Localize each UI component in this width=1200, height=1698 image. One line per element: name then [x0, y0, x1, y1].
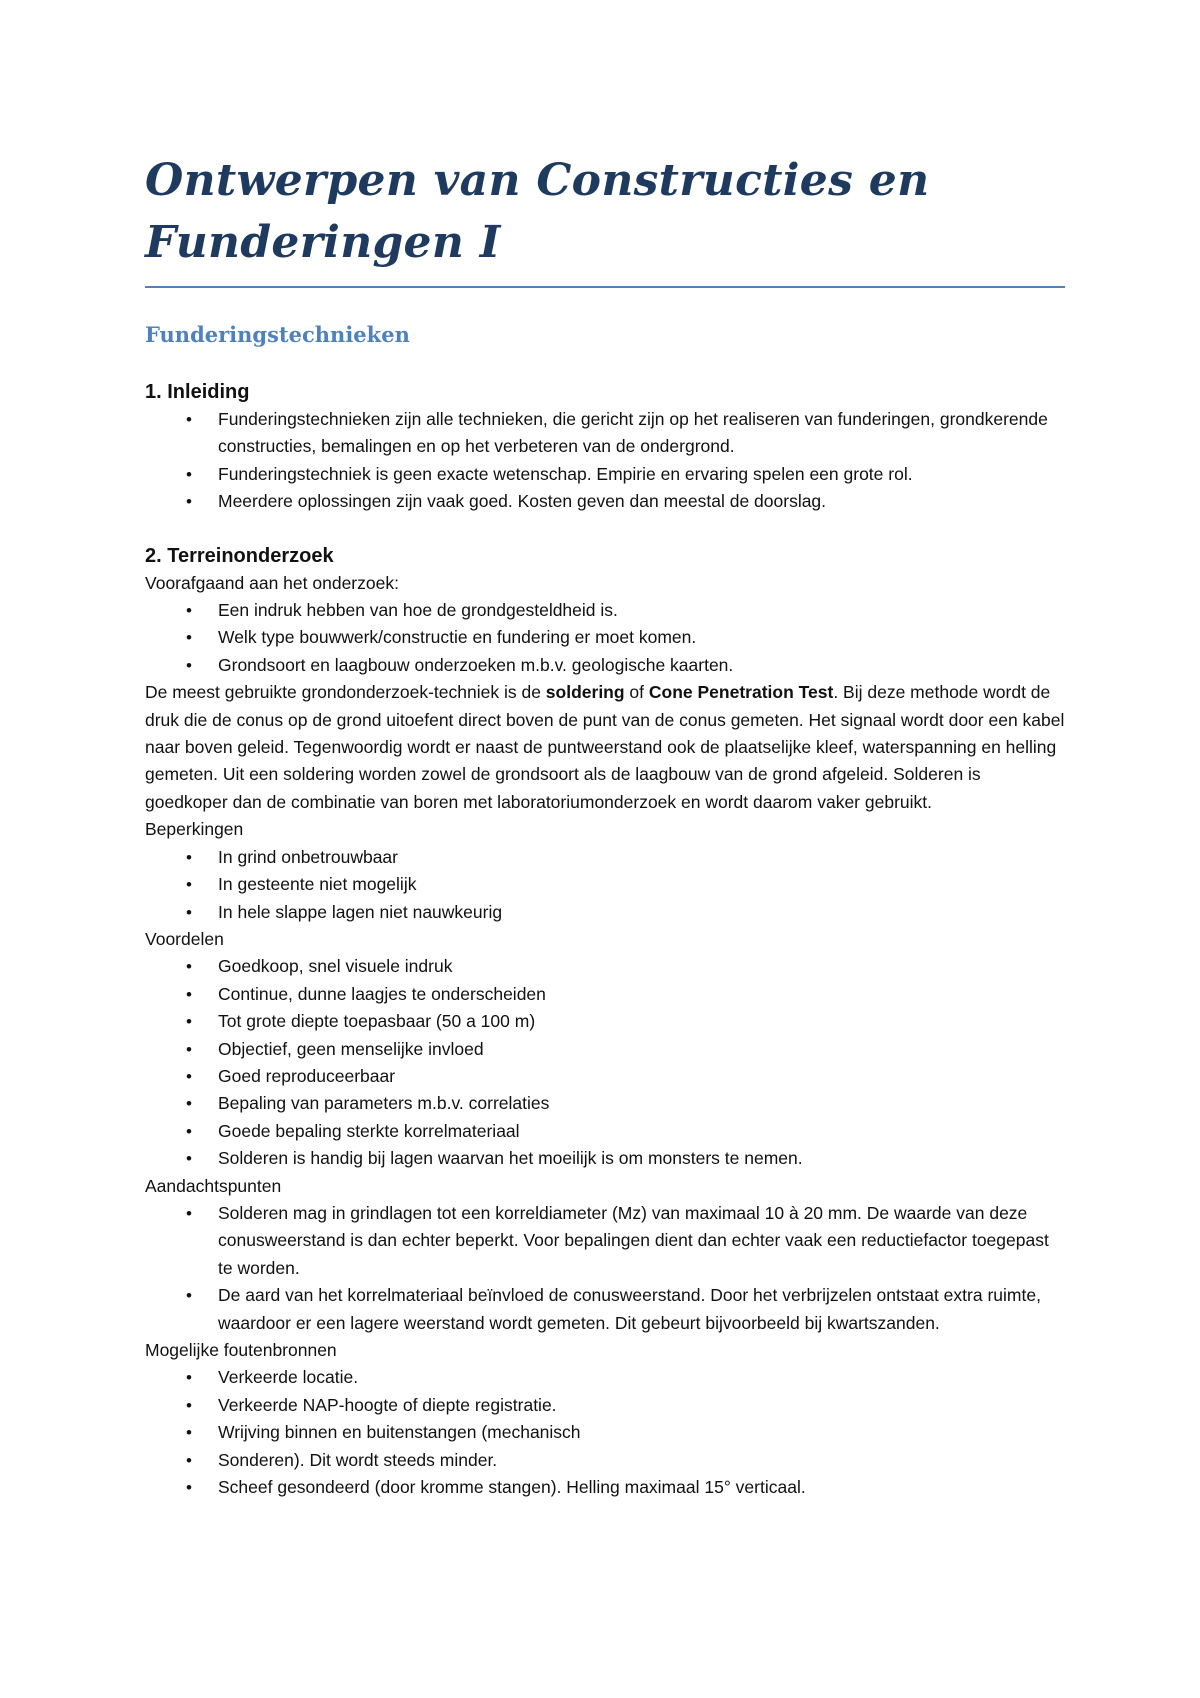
list-item: • Verkeerde locatie. — [145, 1364, 1065, 1391]
document-title — [145, 140, 1065, 282]
title-line-2: Funderingen I — [145, 217, 501, 268]
list-item: • Grondsoort en laagbouw onderzoeken m.b.v. geologische kaarten. — [145, 652, 1065, 679]
beperkingen-list — [145, 844, 1065, 926]
list-item: • In hele slappe lagen niet nauwkeurig — [145, 899, 1065, 926]
bullet-icon: • — [186, 1121, 192, 1141]
bullet-icon: • — [186, 1094, 192, 1114]
list-item: • Objectief, geen menselijke invloed — [145, 1036, 1065, 1063]
title-line-1: Ontwerpen van Constructies en — [145, 155, 930, 206]
bullet-icon: • — [186, 984, 192, 1004]
list-item: • Solderen is handig bij lagen waarvan het moeilijk is om monsters te nemen. — [145, 1145, 1065, 1172]
list-item: • Continue, dunne laagjes te onderscheiden — [145, 981, 1065, 1008]
label-beperkingen: Beperkingen — [145, 819, 244, 840]
bullet-icon: • — [186, 1039, 192, 1059]
bullet-icon: • — [186, 1149, 192, 1169]
heading-terreinonderzoek: 2. Terreinonderzoek — [145, 544, 334, 567]
list-item: • De aard van het korrelmateriaal beïnvloed de conusweerstand. Door het verbrijzelen ontstaat extra ruimte, waardoor er een lagere weerstand wordt gemeten. Dit gebeurt bijvoorbeeld bij kwartszanden. — [145, 1282, 1065, 1337]
bullet-icon: • — [186, 492, 192, 512]
list-item: • Goede bepaling sterkte korrelmateriaal — [145, 1118, 1065, 1145]
heading-inleiding: 1. Inleiding — [145, 381, 250, 403]
list-item: • Funderingstechnieken zijn alle technieken, die gericht zijn op het realiseren van funderingen, grondkerende constructies, bemalingen en op het verbeteren van de ondergrond. — [145, 406, 1065, 461]
list-item: • Sonderen). Dit wordt steeds minder. — [145, 1447, 1065, 1474]
bullet-icon: • — [186, 902, 192, 922]
list-item: • Funderingstechniek is geen exacte wetenschap. Empirie en ervaring spelen een grote rol. — [145, 461, 1065, 488]
inleiding-list — [145, 406, 1065, 516]
list-item: • Goedkoop, snel visuele indruk — [145, 953, 1065, 980]
label-aandachtspunten: Aandachtspunten — [145, 1175, 282, 1196]
bullet-icon: • — [186, 1286, 192, 1306]
aandacht-list — [145, 1200, 1065, 1337]
list-item: • In grind onbetrouwbaar — [145, 844, 1065, 871]
label-foutenbronnen: Mogelijke foutenbronnen — [145, 1340, 337, 1360]
list-item: • Wrijving binnen en buitenstangen (mechanisch — [145, 1419, 1065, 1446]
intro-text: Voorafgaand aan het onderzoek: — [145, 572, 399, 593]
list-item: • Goed reproduceerbaar — [145, 1063, 1065, 1090]
bullet-icon: • — [186, 628, 192, 648]
list-item: • Scheef gesondeerd (door kromme stangen). Helling maximaal 15° verticaal. — [145, 1474, 1065, 1501]
fouten-list — [145, 1364, 1065, 1501]
bullet-icon: • — [186, 1066, 192, 1086]
bullet-icon: • — [186, 655, 192, 675]
list-item: • Tot grote diepte toepasbaar (50 a 100 m) — [145, 1008, 1065, 1035]
document-page — [145, 140, 1065, 1501]
list-item: • Welk type bouwwerk/constructie en fundering er moet komen. — [145, 624, 1065, 651]
body-paragraph: De meest gebruikte grondonderzoek-techniek is de soldering of Cone Penetration Test. Bij deze methode wordt de druk die de conus op de grond uitoefent direct boven de punt van de conus gemeten. Het signaal wordt door een kabel naar boven geleid. Tegenwoordig wordt er naast de puntweerstand ook de plaatselijke kleef, waterspanning en helling gemeten. Uit een soldering worden zowel de grondsoort als de laagbouw van de grond afgeleid. Solderen is goedkoper dan de combinatie van boren met laboratoriumonderzoek en wordt daarom vaker gebruikt. — [145, 682, 1065, 812]
bullet-icon: • — [186, 601, 192, 621]
bullet-icon: • — [186, 1423, 192, 1443]
list-item: • In gesteente niet mogelijk — [145, 871, 1065, 898]
voordelen-list — [145, 953, 1065, 1172]
bullet-icon: • — [186, 1012, 192, 1032]
intro-list — [145, 597, 1065, 679]
section-heading: Funderingstechnieken — [145, 322, 410, 347]
bullet-icon: • — [186, 1368, 192, 1388]
bullet-icon: • — [186, 1450, 192, 1470]
bullet-icon: • — [186, 1203, 192, 1223]
list-item: • Solderen mag in grindlagen tot een korreldiameter (Mz) van maximaal 10 à 20 mm. De waarde van deze conusweerstand is dan echter beperkt. Voor bepalingen dient dan echter vaak een reductiefactor toegepast te worden. — [145, 1200, 1065, 1282]
title-rule — [145, 286, 1065, 288]
label-voordelen: Voordelen — [145, 928, 224, 949]
bullet-icon: • — [186, 957, 192, 977]
list-item: • Verkeerde NAP-hoogte of diepte registratie. — [145, 1392, 1065, 1419]
bullet-icon: • — [186, 1395, 192, 1415]
list-item: • Een indruk hebben van hoe de grondgesteldheid is. — [145, 597, 1065, 624]
bullet-icon: • — [186, 464, 192, 484]
list-item: • Meerdere oplossingen zijn vaak goed. Kosten geven dan meestal de doorslag. — [145, 488, 1065, 515]
bullet-icon: • — [186, 410, 192, 429]
list-item: • Bepaling van parameters m.b.v. correlaties — [145, 1090, 1065, 1117]
bullet-icon: • — [186, 1478, 192, 1498]
bullet-icon: • — [186, 875, 192, 895]
bullet-icon: • — [186, 847, 192, 867]
